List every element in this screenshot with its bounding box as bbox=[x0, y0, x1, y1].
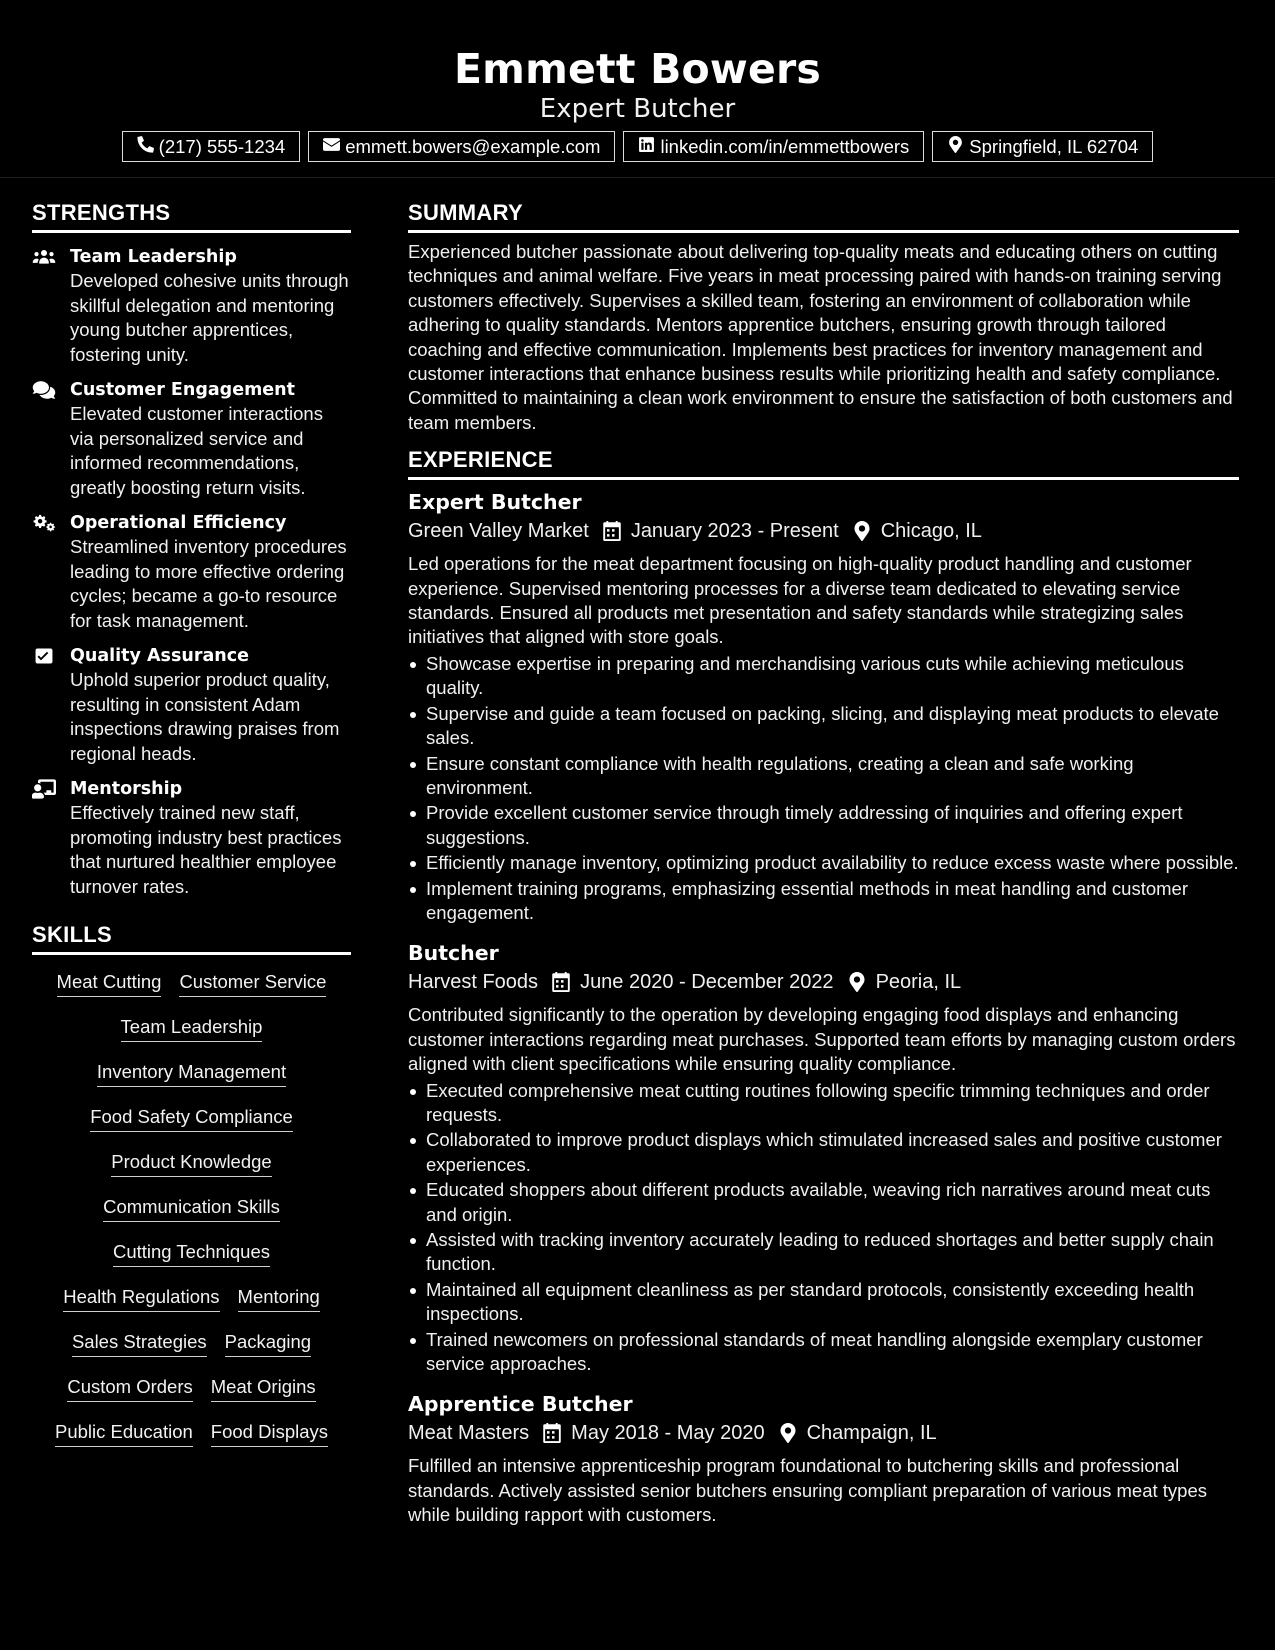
strength-desc: Uphold superior product quality, resulting in consistent Adam inspections drawing praises from regional heads. bbox=[70, 669, 340, 764]
calendar-icon bbox=[543, 1423, 561, 1443]
skill-row bbox=[32, 1186, 351, 1231]
job-bullet: Efficiently manage inventory, optimizing product availability to reduce excess waste where possible. bbox=[408, 851, 1239, 875]
skills-heading: SKILLS bbox=[32, 922, 351, 955]
job-meta bbox=[408, 516, 1239, 546]
job-bullet: Provide excellent customer service through timely addressing of inquiries and offering expert suggestions. bbox=[408, 801, 1239, 850]
job-location: Chicago, IL bbox=[880, 520, 982, 543]
left-column bbox=[32, 178, 351, 1456]
calendar-icon bbox=[603, 521, 621, 541]
job-bullets bbox=[408, 1079, 1239, 1377]
skill-tag: Sales Strategies bbox=[72, 1331, 207, 1357]
job-location: Champaign, IL bbox=[806, 1422, 937, 1445]
skill-tag: Meat Origins bbox=[211, 1376, 316, 1402]
skill-tag: Mentoring bbox=[238, 1286, 320, 1312]
skill-tag: Cutting Techniques bbox=[113, 1241, 270, 1267]
job-bullet: Executed comprehensive meat cutting routines following specific trimming techniques and order requests. bbox=[408, 1079, 1239, 1128]
strength-title: Mentorship bbox=[70, 779, 183, 799]
job-dates: June 2020 - December 2022 bbox=[580, 971, 834, 994]
job-entry bbox=[408, 939, 1239, 1376]
job-title: Expert Butcher bbox=[408, 490, 582, 515]
skill-tag: Team Leadership bbox=[121, 1016, 263, 1042]
linkedin-icon bbox=[638, 136, 655, 158]
map-marker-icon bbox=[853, 521, 871, 541]
strength-title: Quality Assurance bbox=[70, 646, 249, 666]
skill-tag: Customer Service bbox=[179, 971, 326, 997]
skill-row bbox=[32, 1141, 351, 1186]
job-meta bbox=[408, 967, 1239, 997]
job-bullets bbox=[408, 652, 1239, 925]
strengths-list bbox=[32, 245, 351, 899]
skill-tag: Food Displays bbox=[211, 1421, 328, 1447]
job-company: Harvest Foods bbox=[408, 971, 539, 994]
strength-item bbox=[32, 245, 351, 367]
strength-desc: Developed cohesive units through skillful delegation and mentoring young butcher apprentices, fostering unity. bbox=[70, 270, 349, 365]
summary-section bbox=[408, 200, 1239, 435]
chalkboard-teacher-icon bbox=[32, 779, 56, 799]
calendar-icon bbox=[552, 972, 570, 992]
job-description: Fulfilled an intensive apprenticeship program foundational to butchering skills and professional standards. Actively assisted senior butchers ensuring compliant preparation of various meat types while building rapport with customers. bbox=[408, 1455, 1207, 1526]
comments-icon bbox=[32, 380, 56, 400]
skill-row bbox=[32, 1411, 351, 1456]
contact-email-text: emmett.bowers@example.com bbox=[345, 135, 601, 157]
skill-tag: Food Safety Compliance bbox=[90, 1106, 293, 1132]
job-description: Contributed significantly to the operation by developing engaging food displays and enhancing customer interactions regarding meat purchases. Supported team efforts by managing custom orders aligned with client specifications while ensuring quality compliance. bbox=[408, 1004, 1236, 1075]
resume-header bbox=[0, 0, 1275, 178]
skill-tag: Health Regulations bbox=[63, 1286, 219, 1312]
map-marker-icon bbox=[779, 1423, 797, 1443]
skills-section bbox=[32, 922, 351, 1456]
strength-item bbox=[32, 777, 351, 899]
skill-row bbox=[32, 1321, 351, 1366]
job-meta bbox=[408, 1418, 1239, 1448]
job-dates: January 2023 - Present bbox=[630, 520, 839, 543]
skills-list bbox=[32, 961, 351, 1456]
job-company: Meat Masters bbox=[408, 1422, 530, 1445]
contact-linkedin[interactable] bbox=[623, 131, 924, 162]
job-bullet: Educated shoppers about different products available, weaving rich narratives around meat cuts and origin. bbox=[408, 1178, 1239, 1227]
contact-location-text: Springfield, IL 62704 bbox=[969, 135, 1139, 157]
skill-row bbox=[32, 1096, 351, 1141]
strength-item bbox=[32, 511, 351, 633]
job-bullet: Ensure constant compliance with health regulations, creating a clean and safe working environment. bbox=[408, 752, 1239, 801]
skill-row bbox=[32, 1051, 351, 1096]
contact-bar bbox=[0, 131, 1275, 162]
job-title: Butcher bbox=[408, 941, 499, 966]
skill-tag: Custom Orders bbox=[67, 1376, 192, 1402]
skill-row bbox=[32, 1231, 351, 1276]
job-description: Led operations for the meat department focusing on high-quality product handling and customer experience. Supervised mentoring processes for a diverse team dedicated to elevating service standards. Ensured all products met presentation and safety standards while strategizing sales initiatives that aligned with store goals. bbox=[408, 553, 1192, 648]
strength-desc: Elevated customer interactions via personalized service and informed recommendations, greatly boosting return visits. bbox=[70, 403, 323, 498]
job-bullet: Implement training programs, emphasizing essential methods in meat handling and customer engagement. bbox=[408, 877, 1239, 926]
skill-tag: Inventory Management bbox=[97, 1061, 286, 1087]
skill-row bbox=[32, 1006, 351, 1051]
job-bullet: Trained newcomers on professional standards of meat handling alongside exemplary customer service approaches. bbox=[408, 1328, 1239, 1377]
skill-row bbox=[32, 1366, 351, 1411]
skill-tag: Product Knowledge bbox=[111, 1151, 271, 1177]
summary-heading: SUMMARY bbox=[408, 200, 1239, 233]
strength-desc: Effectively trained new staff, promoting industry best practices that nurtured healthier employee turnover rates. bbox=[70, 802, 342, 897]
job-title: Apprentice Butcher bbox=[408, 1392, 633, 1417]
strength-desc: Streamlined inventory procedures leading to more effective ordering cycles; became a go-to resource for task management. bbox=[70, 536, 347, 631]
strength-title: Customer Engagement bbox=[70, 380, 296, 400]
contact-email[interactable] bbox=[308, 131, 615, 162]
skill-row bbox=[32, 961, 351, 1006]
phone-icon bbox=[137, 136, 154, 158]
summary-text: Experienced butcher passionate about delivering top-quality meats and educating others on cutting techniques and animal welfare. Five years in meat processing paired with hands-on training serving customers effectively. Supervises a skilled team, fostering an environment of collaboration while adhering to quality standards. Mentors apprentice butchers, ensuring growth through tailored coaching and effective communication. Implements best practices for inventory management and customer interactions that enhance business results while prioritizing health and safety compliance. Committed to maintaining a clean work environment to ensure the satisfaction of both customers and team members. bbox=[408, 241, 1233, 433]
job-bullet: Assisted with tracking inventory accurately leading to reduced shortages and better supply chain function. bbox=[408, 1228, 1239, 1277]
cogs-icon bbox=[32, 513, 56, 533]
strength-item bbox=[32, 644, 351, 766]
job-bullet: Supervise and guide a team focused on packing, slicing, and displaying meat products to elevate sales. bbox=[408, 702, 1239, 751]
skill-tag: Communication Skills bbox=[103, 1196, 280, 1222]
contact-linkedin-text: linkedin.com/in/emmettbowers bbox=[660, 135, 910, 157]
job-bullet: Showcase expertise in preparing and merchandising various cuts while achieving meticulous quality. bbox=[408, 652, 1239, 701]
map-pin-icon bbox=[947, 136, 964, 158]
right-column bbox=[408, 178, 1239, 1528]
contact-location[interactable] bbox=[932, 131, 1153, 162]
checkbox-icon bbox=[32, 646, 56, 666]
strengths-section bbox=[32, 200, 351, 899]
map-marker-icon bbox=[848, 972, 866, 992]
skill-tag: Public Education bbox=[55, 1421, 193, 1447]
skill-tag: Packaging bbox=[225, 1331, 311, 1357]
candidate-title: Expert Butcher bbox=[539, 94, 736, 124]
strength-title: Team Leadership bbox=[70, 247, 237, 267]
job-entry bbox=[408, 1390, 1239, 1527]
experience-heading: EXPERIENCE bbox=[408, 447, 1239, 480]
job-company: Green Valley Market bbox=[408, 520, 589, 543]
job-dates: May 2018 - May 2020 bbox=[571, 1422, 765, 1445]
job-bullet: Maintained all equipment cleanliness as per standard protocols, consistently exceeding health inspections. bbox=[408, 1278, 1239, 1327]
contact-phone-text: (217) 555-1234 bbox=[158, 135, 286, 157]
experience-section bbox=[408, 447, 1239, 1527]
skill-tag: Meat Cutting bbox=[57, 971, 162, 997]
job-bullet: Collaborated to improve product displays which stimulated increased sales and positive customer experiences. bbox=[408, 1128, 1239, 1177]
job-location: Peoria, IL bbox=[875, 971, 962, 994]
job-entry bbox=[408, 488, 1239, 925]
strengths-heading: STRENGTHS bbox=[32, 200, 351, 233]
users-icon bbox=[32, 247, 56, 267]
strength-item bbox=[32, 378, 351, 500]
envelope-icon bbox=[323, 136, 340, 158]
strength-title: Operational Efficiency bbox=[70, 513, 287, 533]
candidate-name: Emmett Bowers bbox=[453, 45, 822, 93]
contact-phone[interactable] bbox=[122, 131, 301, 162]
skill-row bbox=[32, 1276, 351, 1321]
